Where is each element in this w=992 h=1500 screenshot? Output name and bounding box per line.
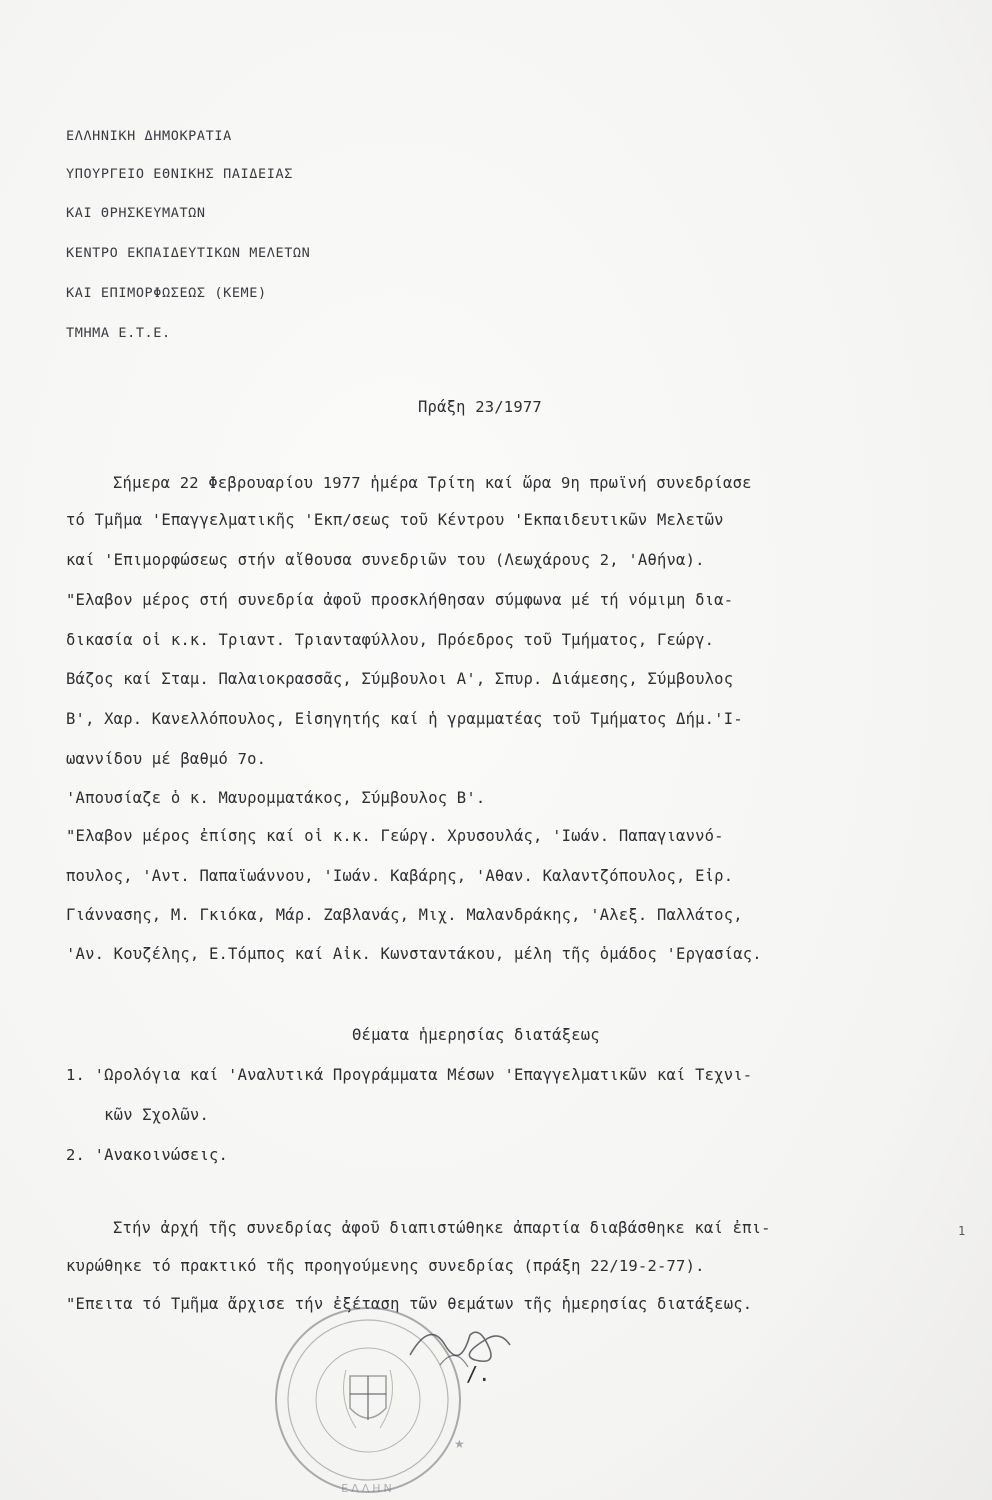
agenda-item: 2. 'Ανακοινώσεις. [66, 1146, 229, 1164]
body-line: 'Αν. Κουζέλης, Ε.Τόμπος καί Αἰκ. Κωνσταντάκου, μέλη τῆς ὁμάδος 'Εργασίας. [66, 945, 762, 963]
header-line-3: ΚΑΙ ΘΡΗΣΚΕΥΜΑΤΩΝ [66, 205, 206, 221]
header-line-4: ΚΕΝΤΡΟ ΕΚΠΑΙΔΕΥΤΙΚΩΝ ΜΕΛΕΤΩΝ [66, 245, 311, 261]
agenda-item: κῶν Σχολῶν. [66, 1106, 209, 1124]
agenda-item: 1. 'Ωρολόγια καί 'Αναλυτικά Προγράμματα Μέσων 'Επαγγελματικῶν καί Τεχνι- [66, 1066, 753, 1084]
body-line: καί 'Επιμορφώσεως στήν αἴθουσα συνεδριῶν του (Λεωχάρους 2, 'Αθήνα). [66, 551, 705, 569]
body-line: δικασία οἱ κ.κ. Τριαντ. Τριανταφύλλου, Πρόεδρος τοῦ Τμήματος, Γεώργ. [66, 631, 715, 649]
header-line-1: ΕΛΛΗΝΙΚΗ ΔΗΜΟΚΡΑΤΙΑ [66, 128, 232, 144]
margin-mark: 1 [958, 1224, 966, 1238]
body-line: "Ελαβον μέρος ἐπίσης καί οἱ κ.κ. Γεώργ. Χρυσουλάς, 'Ιωάν. Παπαγιαννό- [66, 827, 724, 845]
svg-text:ΕΛΛΗΝ: ΕΛΛΗΝ [341, 1482, 395, 1495]
header-line-6: ΤΜΗΜΑ Ε.Τ.Ε. [66, 325, 171, 341]
document-title: Πράξη 23/1977 [418, 398, 542, 416]
body-line: Β', Χαρ. Κανελλόπουλος, Εἰσηγητής καί ἡ γραμματέας τοῦ Τμήματος Δήμ.'Ι- [66, 710, 743, 728]
header-line-5: ΚΑΙ ΕΠΙΜΟΡΦΩΣΕΩΣ (ΚΕΜΕ) [66, 285, 267, 301]
body-line: τό Τμῆμα 'Επαγγελματικῆς 'Εκπ/σεως τοῦ Κέντρου 'Εκπαιδευτικῶν Μελετῶν [66, 511, 724, 529]
body-line: Βάζος καί Σταμ. Παλαιοκρασσᾶς, Σύμβουλοι Α', Σπυρ. Διάμεσης, Σύμβουλος [66, 670, 734, 688]
body-line: "Ελαβον μέρος στή συνεδρία ἀφοῦ προσκλήθησαν σύμφωνα μέ τή νόμιμη δια- [66, 591, 734, 609]
signature-icon [400, 1315, 520, 1375]
body-line: πουλος, 'Αντ. Παπαϊωάννου, 'Ιωάν. Καβάρης, 'Αθαν. Καλαντζόπουλος, Εἰρ. [66, 867, 734, 885]
body-line: 'Απουσίαζε ὁ κ. Μαυρομματάκος, Σύμβουλος Β'. [66, 789, 486, 807]
body-line: κυρώθηκε τό πρακτικό τῆς προηγούμενης συνεδρίας (πράξη 22/19-2-77). [66, 1257, 705, 1275]
body-line: "Επειτα τό Τμῆμα ἄρχισε τήν ἐξέταση τῶν θεμάτων τῆς ἡμερησίας διατάξεως. [66, 1295, 753, 1313]
header-line-2: ΥΠΟΥΡΓΕΙΟ ΕΘΝΙΚΗΣ ΠΑΙΔΕΙΑΣ [66, 166, 293, 182]
body-line: ωαννίδου μέ βαθμό 7ο. [66, 750, 267, 768]
body-line: Σήμερα 22 Φεβρουαρίου 1977 ἡμέρα Τρίτη καί ὥρα 9η πρωϊνή συνεδρίασε [113, 474, 752, 492]
body-line: Γιάννασης, Μ. Γκιόκα, Μάρ. Ζαβλανάς, Μιχ. Μαλανδράκης, 'Αλεξ. Παλλάτος, [66, 906, 743, 924]
body-line: Στήν ἀρχή τῆς συνεδρίας ἀφοῦ διαπιστώθηκε ἀπαρτία διαβάσθηκε καί ἐπι- [113, 1219, 771, 1237]
agenda-title: Θέματα ἡμερησίας διατάξεως [352, 1026, 600, 1044]
closing-mark: /. [466, 1362, 491, 1386]
svg-text:★: ★ [454, 1437, 465, 1451]
